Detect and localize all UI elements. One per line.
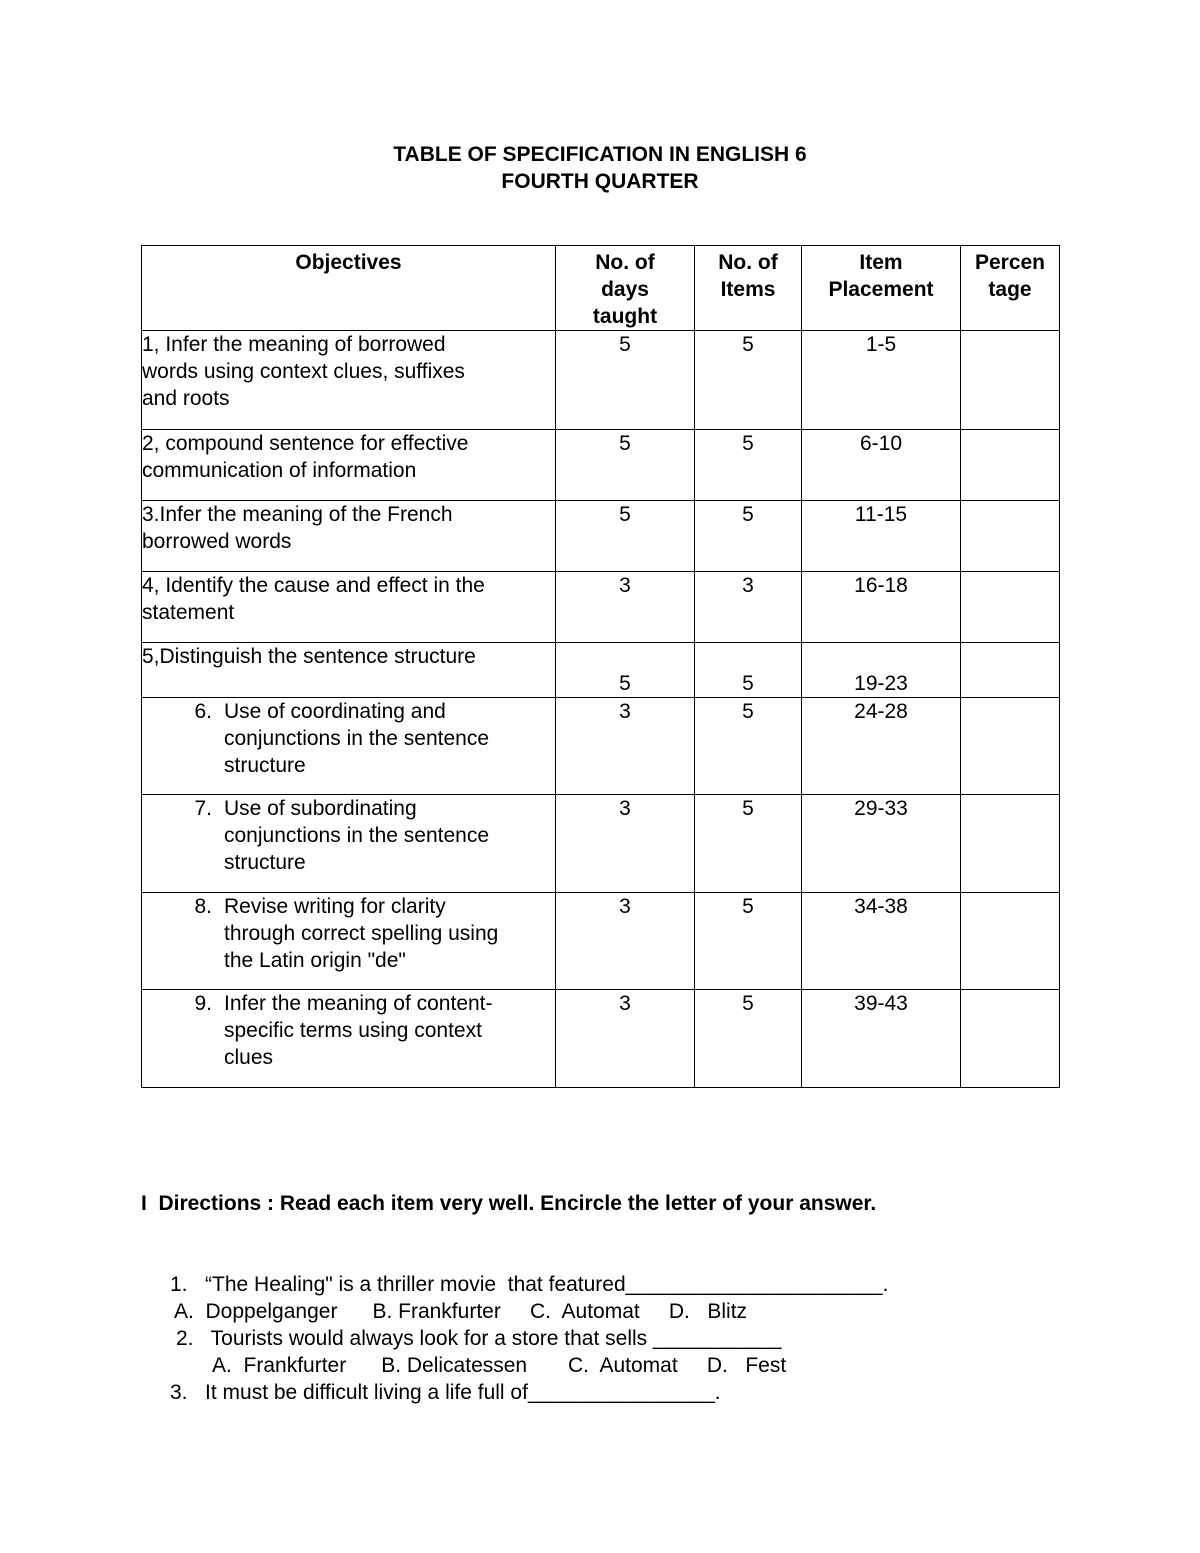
days-cell: 3 [556, 698, 695, 795]
question-2: 2. Tourists would always look for a store that sells ___________ [176, 1327, 782, 1350]
title-line-2: FOURTH QUARTER [501, 170, 699, 193]
header-days-taught: No. of days taught [556, 246, 695, 331]
days-cell: 5 [556, 331, 695, 430]
table-row [142, 331, 1060, 430]
days-cell: 3 [556, 893, 695, 990]
items-cell: 5 [695, 893, 802, 990]
percentage-cell [961, 331, 1060, 430]
objective-number: 8. [194, 895, 212, 918]
items-cell: 3 [695, 572, 802, 643]
directions-text: I Directions : Read each item very well. Encircle the letter of your answer. [141, 1192, 877, 1215]
table-row [142, 572, 1060, 643]
page-title [0, 141, 1200, 195]
objective-cell: 1, Infer the meaning of borrowed words using context clues, suffixes and roots [142, 331, 556, 430]
title-line-1: TABLE OF SPECIFICATION IN ENGLISH 6 [393, 143, 807, 166]
table-row [142, 795, 1060, 893]
objective-number: 9. [194, 992, 212, 1015]
question-2-choices: A. Frankfurter B. Delicatessen C. Automat D. Fest [212, 1354, 787, 1377]
objective-number: 7. [194, 797, 212, 820]
items-cell: 5 [695, 990, 802, 1088]
percentage-cell [961, 990, 1060, 1088]
percentage-cell [961, 698, 1060, 795]
days-cell: 5 [556, 430, 695, 501]
percentage-cell [961, 643, 1060, 698]
placement-cell: 11-15 [802, 501, 961, 572]
days-cell: 3 [556, 795, 695, 893]
header-no-of-items: No. of Items [695, 246, 802, 331]
objective-cell: 6. Use of coordinating and conjunctions in the sentence structure [142, 698, 556, 795]
header-item-placement: Item Placement [802, 246, 961, 331]
items-cell: 5 [695, 331, 802, 430]
placement-cell: 6-10 [802, 430, 961, 501]
items-cell: 5 [695, 698, 802, 795]
placement-cell: 24-28 [802, 698, 961, 795]
table-row [142, 990, 1060, 1088]
items-cell: 5 [695, 501, 802, 572]
objective-cell: 4, Identify the cause and effect in the statement [142, 572, 556, 643]
header-objectives: Objectives [142, 246, 556, 331]
items-cell: 5 [695, 795, 802, 893]
days-cell: 3 [556, 990, 695, 1088]
days-cell: 3 [556, 572, 695, 643]
objective-cell: 3.Infer the meaning of the French borrowed words [142, 501, 556, 572]
question-1-choices: A. Doppelganger B. Frankfurter C. Automat D. Blitz [174, 1300, 748, 1323]
table-row [142, 643, 1060, 698]
table-row [142, 698, 1060, 795]
placement-cell: 29-33 [802, 795, 961, 893]
table-row [142, 501, 1060, 572]
header-percentage: Percen tage [961, 246, 1060, 331]
table-row [142, 893, 1060, 990]
placement-cell: 39-43 [802, 990, 961, 1088]
percentage-cell [961, 430, 1060, 501]
percentage-cell [961, 893, 1060, 990]
objective-cell: 2, compound sentence for effective communication of information [142, 430, 556, 501]
placement-cell: 1-5 [802, 331, 961, 430]
percentage-cell [961, 501, 1060, 572]
objective-cell: 9. Infer the meaning of content- specific terms using context clues [142, 990, 556, 1088]
percentage-cell [961, 795, 1060, 893]
objective-number: 6. [194, 700, 212, 723]
objective-cell: 7. Use of subordinating conjunctions in the sentence structure [142, 795, 556, 893]
table-row [142, 430, 1060, 501]
placement-cell: 16-18 [802, 572, 961, 643]
items-cell: 5 [695, 643, 802, 698]
percentage-cell [961, 572, 1060, 643]
objective-cell: 5,Distinguish the sentence structure [142, 643, 556, 698]
days-cell: 5 [556, 501, 695, 572]
items-cell: 5 [695, 430, 802, 501]
question-1: 1. “The Healing" is a thriller movie that featured______________________. [170, 1273, 889, 1296]
question-3: 3. It must be difficult living a life full of________________. [170, 1381, 721, 1404]
placement-cell: 34-38 [802, 893, 961, 990]
objective-cell: 8. Revise writing for clarity through correct spelling using the Latin origin "de" [142, 893, 556, 990]
specification-table [141, 245, 1060, 1088]
days-cell: 5 [556, 643, 695, 698]
placement-cell: 19-23 [802, 643, 961, 698]
table-header-row [142, 246, 1060, 331]
